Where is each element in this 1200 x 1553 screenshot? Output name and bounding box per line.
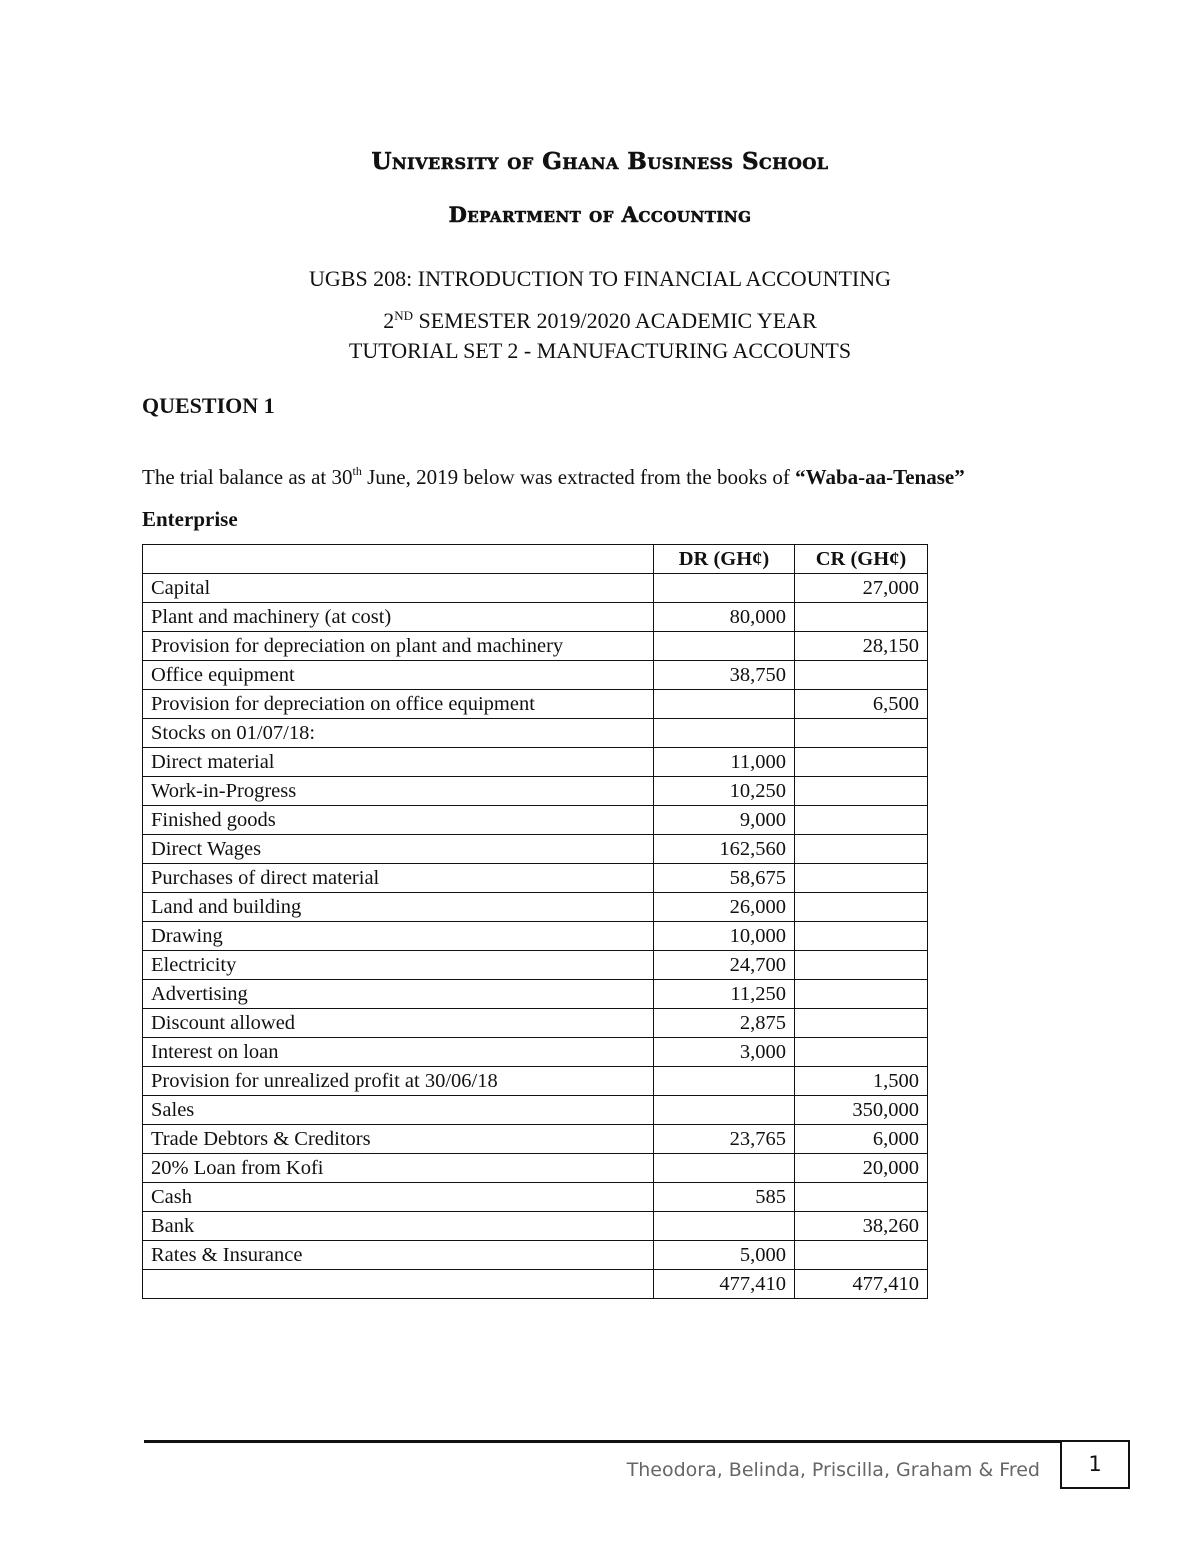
row-item-cell: Interest on loan xyxy=(143,1038,654,1067)
intro-superscript: th xyxy=(352,464,362,478)
row-cr-cell xyxy=(795,603,928,632)
table-row xyxy=(143,951,928,980)
row-item-cell: Direct material xyxy=(143,748,654,777)
row-item-cell: Bank xyxy=(143,1212,654,1241)
row-cr-cell xyxy=(795,864,928,893)
row-item-cell: Provision for depreciation on office equipment xyxy=(143,690,654,719)
table-row xyxy=(143,806,928,835)
row-item-cell xyxy=(143,1270,654,1299)
course-title: UGBS 208: INTRODUCTION TO FINANCIAL ACCOUNTING xyxy=(309,266,891,291)
row-item-cell: Rates & Insurance xyxy=(143,1241,654,1270)
row-cr-cell xyxy=(795,806,928,835)
row-cr-cell: 6,000 xyxy=(795,1125,928,1154)
row-cr-cell xyxy=(795,661,928,690)
footer-authors: Theodora, Belinda, Priscilla, Graham & Fred xyxy=(626,1459,1040,1481)
department-title: Department of Accounting xyxy=(448,202,752,227)
row-dr-cell xyxy=(654,574,795,603)
row-cr-cell: 38,260 xyxy=(795,1212,928,1241)
row-item-cell: Trade Debtors & Creditors xyxy=(143,1125,654,1154)
question-heading: QUESTION 1 xyxy=(142,393,275,418)
row-item-cell: Sales xyxy=(143,1096,654,1125)
header-dr: DR (GH¢) xyxy=(654,545,795,574)
row-dr-cell: 9,000 xyxy=(654,806,795,835)
row-item-cell: Finished goods xyxy=(143,806,654,835)
row-dr-cell: 3,000 xyxy=(654,1038,795,1067)
table-header-row xyxy=(143,545,928,574)
table-row xyxy=(143,1038,928,1067)
intro-text-2: June, 2019 below was extracted from the books of xyxy=(361,465,796,489)
row-dr-cell xyxy=(654,1154,795,1183)
row-item-cell: Provision for depreciation on plant and machinery xyxy=(143,632,654,661)
semester-prefix: 2 xyxy=(383,308,395,333)
row-item-cell: Advertising xyxy=(143,980,654,1009)
page-number: 1 xyxy=(1060,1440,1130,1489)
row-dr-cell: 24,700 xyxy=(654,951,795,980)
header-cr: CR (GH¢) xyxy=(795,545,928,574)
row-cr-cell: 20,000 xyxy=(795,1154,928,1183)
table-row xyxy=(143,777,928,806)
row-item-cell: Purchases of direct material xyxy=(143,864,654,893)
row-dr-cell: 2,875 xyxy=(654,1009,795,1038)
row-item-cell: Stocks on 01/07/18: xyxy=(143,719,654,748)
row-dr-cell xyxy=(654,1067,795,1096)
row-item-cell: Direct Wages xyxy=(143,835,654,864)
semester-superscript: ND xyxy=(394,308,413,323)
row-dr-cell: 585 xyxy=(654,1183,795,1212)
row-cr-cell xyxy=(795,980,928,1009)
table-row xyxy=(143,864,928,893)
row-item-cell: Discount allowed xyxy=(143,1009,654,1038)
row-cr-cell: 27,000 xyxy=(795,574,928,603)
row-cr-cell xyxy=(795,748,928,777)
table-body xyxy=(143,574,928,1299)
row-dr-cell: 11,000 xyxy=(654,748,795,777)
table-row xyxy=(143,1067,928,1096)
table-row xyxy=(143,893,928,922)
enterprise-name: “Waba-aa-Tenase” Enterprise xyxy=(142,465,965,531)
row-cr-cell: 350,000 xyxy=(795,1096,928,1125)
row-dr-cell: 26,000 xyxy=(654,893,795,922)
table-row xyxy=(143,632,928,661)
row-item-cell: Cash xyxy=(143,1183,654,1212)
row-dr-cell: 38,750 xyxy=(654,661,795,690)
row-dr-cell: 23,765 xyxy=(654,1125,795,1154)
table-row xyxy=(143,719,928,748)
row-cr-cell xyxy=(795,719,928,748)
table-row xyxy=(143,1096,928,1125)
row-dr-cell xyxy=(654,1096,795,1125)
row-dr-cell: 162,560 xyxy=(654,835,795,864)
row-cr-cell: 6,500 xyxy=(795,690,928,719)
row-dr-cell: 80,000 xyxy=(654,603,795,632)
row-cr-cell xyxy=(795,1009,928,1038)
row-dr-cell: 10,000 xyxy=(654,922,795,951)
semester-rest: SEMESTER 2019/2020 ACADEMIC YEAR xyxy=(413,308,817,333)
row-dr-cell xyxy=(654,719,795,748)
row-item-cell: Plant and machinery (at cost) xyxy=(143,603,654,632)
row-dr-cell: 58,675 xyxy=(654,864,795,893)
row-dr-cell xyxy=(654,1212,795,1241)
table-row xyxy=(143,1212,928,1241)
trial-balance-table xyxy=(142,544,928,1299)
row-item-cell: 20% Loan from Kofi xyxy=(143,1154,654,1183)
tutorial-title: TUTORIAL SET 2 - MANUFACTURING ACCOUNTS xyxy=(348,338,852,363)
table-row xyxy=(143,748,928,777)
row-cr-cell xyxy=(795,835,928,864)
row-dr-cell xyxy=(654,690,795,719)
row-dr-cell: 5,000 xyxy=(654,1241,795,1270)
table-row xyxy=(143,661,928,690)
row-item-cell: Work-in-Progress xyxy=(143,777,654,806)
row-cr-cell: 28,150 xyxy=(795,632,928,661)
row-cr-cell xyxy=(795,951,928,980)
table-row xyxy=(143,1125,928,1154)
intro-text-1: The trial balance as at 30 xyxy=(142,465,353,489)
footer-divider xyxy=(144,1440,1060,1443)
row-cr-cell xyxy=(795,922,928,951)
row-item-cell: Drawing xyxy=(143,922,654,951)
table-row xyxy=(143,1009,928,1038)
row-item-cell: Provision for unrealized profit at 30/06/18 xyxy=(143,1067,654,1096)
table-row xyxy=(143,690,928,719)
row-cr-cell xyxy=(795,893,928,922)
table-row xyxy=(143,980,928,1009)
row-cr-cell xyxy=(795,777,928,806)
row-cr-cell xyxy=(795,1038,928,1067)
table-row xyxy=(143,1154,928,1183)
question-intro xyxy=(142,450,1022,540)
row-cr-cell: 477,410 xyxy=(795,1270,928,1299)
row-dr-cell: 477,410 xyxy=(654,1270,795,1299)
row-dr-cell xyxy=(654,632,795,661)
table-row xyxy=(143,922,928,951)
row-cr-cell xyxy=(795,1241,928,1270)
row-item-cell: Electricity xyxy=(143,951,654,980)
table-row xyxy=(143,1241,928,1270)
school-title: University of Ghana Business School xyxy=(371,148,829,175)
row-item-cell: Capital xyxy=(143,574,654,603)
row-dr-cell: 11,250 xyxy=(654,980,795,1009)
table-row xyxy=(143,835,928,864)
table-row xyxy=(143,1270,928,1299)
table-row xyxy=(143,574,928,603)
semester-line xyxy=(0,308,1200,334)
table-row xyxy=(143,603,928,632)
row-dr-cell: 10,250 xyxy=(654,777,795,806)
row-item-cell: Land and building xyxy=(143,893,654,922)
header-item xyxy=(143,545,654,574)
row-item-cell: Office equipment xyxy=(143,661,654,690)
row-cr-cell: 1,500 xyxy=(795,1067,928,1096)
row-cr-cell xyxy=(795,1183,928,1212)
table-row xyxy=(143,1183,928,1212)
